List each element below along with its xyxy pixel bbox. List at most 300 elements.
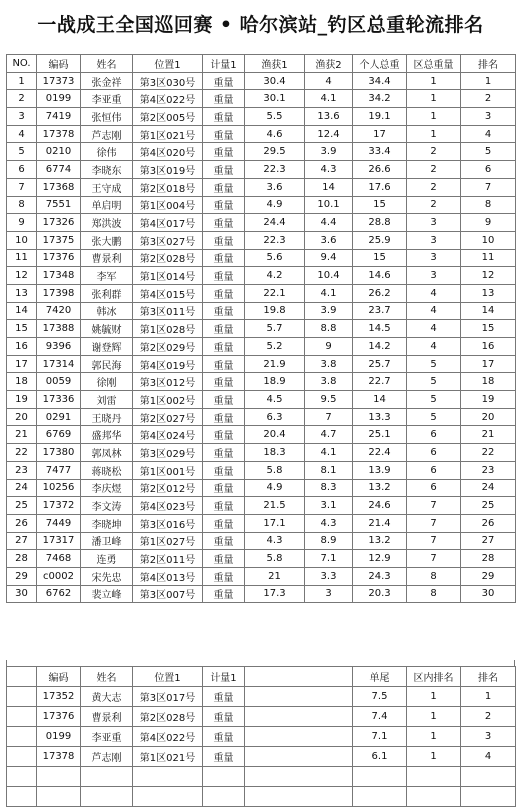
- table-cell: 第2区012号: [133, 479, 203, 497]
- table-row: [7, 567, 516, 585]
- table-row: [7, 687, 516, 707]
- table-cell: 2: [407, 178, 461, 196]
- table-cell: 第4区022号: [133, 727, 203, 747]
- column-header: 编码: [37, 667, 81, 687]
- table-cell: 重量: [203, 355, 245, 373]
- column-header: 排名: [461, 667, 516, 687]
- table-cell: 17388: [37, 320, 81, 338]
- table-cell: 14.6: [353, 267, 407, 285]
- table-cell: 17368: [37, 178, 81, 196]
- table-cell: 22.3: [245, 161, 305, 179]
- table-cell: 1: [407, 72, 461, 90]
- table-cell: 3: [461, 108, 516, 126]
- table-cell: 17348: [37, 267, 81, 285]
- table-cell: 30: [7, 585, 37, 603]
- table-cell: 张金祥: [81, 72, 133, 90]
- table-cell: 第2区029号: [133, 338, 203, 356]
- table-cell: 潘卫峰: [81, 532, 133, 550]
- table-cell: 芦志刚: [81, 125, 133, 143]
- table-cell: 曹景利: [81, 707, 133, 727]
- table-cell: 4.9: [245, 196, 305, 214]
- table-cell: 17376: [37, 249, 81, 267]
- table-cell: 7.1: [353, 727, 407, 747]
- table-cell: 重量: [203, 747, 245, 767]
- table-cell: 重量: [203, 391, 245, 409]
- main-ranking-table: [6, 54, 516, 603]
- table-cell: 1: [407, 90, 461, 108]
- table-cell: 20: [7, 408, 37, 426]
- table-cell: 7: [461, 178, 516, 196]
- table-cell: 12: [461, 267, 516, 285]
- table-cell: 3: [407, 231, 461, 249]
- table-cell: 8.8: [305, 320, 353, 338]
- table-cell: 4: [7, 125, 37, 143]
- table-cell: 6: [407, 426, 461, 444]
- table-cell: 宋先忠: [81, 567, 133, 585]
- sub-table-header-row: [7, 667, 516, 687]
- table-cell: 34.2: [353, 90, 407, 108]
- table-cell: 第3区029号: [133, 444, 203, 462]
- table-cell: 重量: [203, 72, 245, 90]
- table-cell: 17.1: [245, 514, 305, 532]
- table-cell: 25.1: [353, 426, 407, 444]
- table-row: [7, 284, 516, 302]
- table-cell: 18.9: [245, 373, 305, 391]
- table-cell: 重量: [203, 373, 245, 391]
- column-header: 姓名: [81, 55, 133, 73]
- table-cell: 29.5: [245, 143, 305, 161]
- table-cell: 蒋晓松: [81, 461, 133, 479]
- table-cell: 22.3: [245, 231, 305, 249]
- table-cell: 3.8: [305, 373, 353, 391]
- table-cell: 17336: [37, 391, 81, 409]
- table-cell: 9.5: [305, 391, 353, 409]
- table-cell: 9.4: [305, 249, 353, 267]
- table-cell: [203, 767, 245, 787]
- table-cell: 6: [7, 161, 37, 179]
- table-row: [7, 214, 516, 232]
- column-header: 位置1: [133, 667, 203, 687]
- table-cell: 17378: [37, 747, 81, 767]
- table-cell: 重量: [203, 108, 245, 126]
- table-cell: 3.1: [305, 497, 353, 515]
- table-cell: 17314: [37, 355, 81, 373]
- column-header: 位置1: [133, 55, 203, 73]
- table-cell: 重量: [203, 687, 245, 707]
- table-cell: 21.9: [245, 355, 305, 373]
- table-cell: 3.9: [305, 302, 353, 320]
- table-cell: 重量: [203, 90, 245, 108]
- table-cell: 1: [7, 72, 37, 90]
- table-cell: 0291: [37, 408, 81, 426]
- table-cell: 17352: [37, 687, 81, 707]
- table-cell: 17378: [37, 125, 81, 143]
- table-cell: 李晓坤: [81, 514, 133, 532]
- table-cell: 黄大志: [81, 687, 133, 707]
- table-cell: 5.2: [245, 338, 305, 356]
- table-cell: 5.6: [245, 249, 305, 267]
- table-cell: 2: [407, 196, 461, 214]
- table-cell: 15: [7, 320, 37, 338]
- empty-cell: [245, 727, 353, 747]
- table-cell: 第4区022号: [133, 90, 203, 108]
- table-cell: 7.5: [353, 687, 407, 707]
- table-cell: 1: [407, 687, 461, 707]
- empty-cell: [7, 707, 37, 727]
- table-cell: 28: [7, 550, 37, 568]
- table-cell: 17.3: [245, 585, 305, 603]
- column-header: 排名: [461, 55, 516, 73]
- table-cell: 3: [7, 108, 37, 126]
- empty-cell: [245, 687, 353, 707]
- table-cell: 重量: [203, 444, 245, 462]
- table-cell: 17: [461, 355, 516, 373]
- table-cell: 第3区012号: [133, 373, 203, 391]
- table-cell: 29: [461, 567, 516, 585]
- table-cell: 第1区001号: [133, 461, 203, 479]
- table-cell: 重量: [203, 532, 245, 550]
- table-cell: 15: [353, 196, 407, 214]
- table-cell: 重量: [203, 338, 245, 356]
- table-cell: 李亚重: [81, 727, 133, 747]
- table-cell: 13.9: [353, 461, 407, 479]
- table-cell: 4: [407, 284, 461, 302]
- table-cell: 重量: [203, 267, 245, 285]
- table-header-row: [7, 55, 516, 73]
- table-row: [7, 767, 516, 787]
- table-cell: 10: [461, 231, 516, 249]
- table-cell: 3: [407, 249, 461, 267]
- table-cell: 17326: [37, 214, 81, 232]
- table-cell: 5: [407, 355, 461, 373]
- table-row: [7, 408, 516, 426]
- table-cell: 23: [461, 461, 516, 479]
- table-cell: 7: [305, 408, 353, 426]
- table-row: [7, 391, 516, 409]
- table-cell: 22: [7, 444, 37, 462]
- table-cell: 第2区028号: [133, 249, 203, 267]
- table-cell: 22: [461, 444, 516, 462]
- table-cell: 李晓东: [81, 161, 133, 179]
- table-cell: 第3区016号: [133, 514, 203, 532]
- table-cell: 7.4: [353, 707, 407, 727]
- table-cell: 6: [461, 161, 516, 179]
- table-cell: 28.8: [353, 214, 407, 232]
- table-cell: 19.8: [245, 302, 305, 320]
- table-cell: 第3区007号: [133, 585, 203, 603]
- table-cell: 郭民海: [81, 355, 133, 373]
- table-cell: 重量: [203, 161, 245, 179]
- table-cell: 重量: [203, 178, 245, 196]
- column-header: 区内排名: [407, 667, 461, 687]
- table-cell: 7551: [37, 196, 81, 214]
- table-cell: 5: [407, 391, 461, 409]
- single-fish-ranking-table: [6, 666, 516, 807]
- table-row: [7, 108, 516, 126]
- empty-cell: [7, 767, 37, 787]
- table-cell: 3.3: [305, 567, 353, 585]
- table-cell: 盛邦华: [81, 426, 133, 444]
- table-cell: 10.1: [305, 196, 353, 214]
- table-cell: 24.3: [353, 567, 407, 585]
- table-cell: 5.7: [245, 320, 305, 338]
- table-cell: 第1区027号: [133, 532, 203, 550]
- table-cell: 18: [461, 373, 516, 391]
- table-cell: 18: [7, 373, 37, 391]
- table-cell: 0199: [37, 727, 81, 747]
- table-row: [7, 178, 516, 196]
- column-header: 编码: [37, 55, 81, 73]
- table-cell: 韩冰: [81, 302, 133, 320]
- table-cell: 4.3: [305, 514, 353, 532]
- table-cell: 2: [7, 90, 37, 108]
- table-row: [7, 497, 516, 515]
- table-cell: 重量: [203, 320, 245, 338]
- table-cell: 3: [407, 267, 461, 285]
- table-cell: 24.4: [245, 214, 305, 232]
- table-cell: 8.9: [305, 532, 353, 550]
- table-row: [7, 514, 516, 532]
- table-row: [7, 90, 516, 108]
- table-cell: 24: [7, 479, 37, 497]
- column-header: 区总重量: [407, 55, 461, 73]
- table-cell: 13.2: [353, 532, 407, 550]
- table-cell: 26.2: [353, 284, 407, 302]
- table-row: [7, 373, 516, 391]
- table-cell: 5: [407, 408, 461, 426]
- table-cell: 重量: [203, 284, 245, 302]
- table-cell: 26: [7, 514, 37, 532]
- column-header: 姓名: [81, 667, 133, 687]
- table-cell: 14: [305, 178, 353, 196]
- table-cell: 4.7: [305, 426, 353, 444]
- table-cell: 13.2: [353, 479, 407, 497]
- table-row: [7, 72, 516, 90]
- table-cell: 10: [7, 231, 37, 249]
- table-cell: 9: [461, 214, 516, 232]
- table-cell: 6: [407, 479, 461, 497]
- empty-cell: [245, 667, 353, 687]
- table-cell: 7477: [37, 461, 81, 479]
- table-cell: 8: [461, 196, 516, 214]
- table-cell: 23: [7, 461, 37, 479]
- table-row: [7, 727, 516, 747]
- table-cell: 30: [461, 585, 516, 603]
- table-cell: 裴立峰: [81, 585, 133, 603]
- table-cell: 张恒伟: [81, 108, 133, 126]
- table-cell: 7: [407, 514, 461, 532]
- table-row: [7, 444, 516, 462]
- table-cell: 4.5: [245, 391, 305, 409]
- table-cell: 8.3: [305, 479, 353, 497]
- table-cell: 25.9: [353, 231, 407, 249]
- table-cell: 第1区021号: [133, 747, 203, 767]
- table-cell: 重量: [203, 214, 245, 232]
- table-cell: 14.2: [353, 338, 407, 356]
- table-cell: 第3区017号: [133, 687, 203, 707]
- table-cell: 4.1: [305, 284, 353, 302]
- table-cell: 3: [407, 214, 461, 232]
- table-cell: 33.4: [353, 143, 407, 161]
- table-cell: 第4区020号: [133, 143, 203, 161]
- table-cell: 第4区024号: [133, 426, 203, 444]
- table-cell: 2: [407, 161, 461, 179]
- table-cell: 重量: [203, 567, 245, 585]
- table-cell: 重量: [203, 707, 245, 727]
- empty-cell: [245, 707, 353, 727]
- table-row: [7, 231, 516, 249]
- table-cell: 30.1: [245, 90, 305, 108]
- table-cell: 姚毓财: [81, 320, 133, 338]
- table-cell: 27: [461, 532, 516, 550]
- table-cell: 第2区005号: [133, 108, 203, 126]
- table-cell: 0059: [37, 373, 81, 391]
- table-cell: 第4区023号: [133, 497, 203, 515]
- table-cell: 17376: [37, 707, 81, 727]
- table-cell: 第1区004号: [133, 196, 203, 214]
- table-cell: 22.4: [353, 444, 407, 462]
- table-cell: 12: [7, 267, 37, 285]
- table-cell: 13: [7, 284, 37, 302]
- table-cell: 第4区013号: [133, 567, 203, 585]
- table-row: [7, 302, 516, 320]
- table-cell: 7.1: [305, 550, 353, 568]
- table-cell: 7420: [37, 302, 81, 320]
- empty-cell: [7, 667, 37, 687]
- table-cell: 17398: [37, 284, 81, 302]
- table-cell: 第1区028号: [133, 320, 203, 338]
- table-cell: 单启明: [81, 196, 133, 214]
- table-cell: [407, 767, 461, 787]
- table-cell: [37, 767, 81, 787]
- table-cell: 第2区011号: [133, 550, 203, 568]
- page-title: 一战成王全国巡回赛 • 哈尔滨站_钓区总重轮流排名: [37, 14, 484, 36]
- table-cell: 第3区030号: [133, 72, 203, 90]
- table-cell: 11: [7, 249, 37, 267]
- table-row: [7, 196, 516, 214]
- table-cell: 2: [407, 143, 461, 161]
- table-cell: 5: [407, 373, 461, 391]
- table-cell: 7419: [37, 108, 81, 126]
- table-cell: 19.1: [353, 108, 407, 126]
- table-cell: 20.3: [353, 585, 407, 603]
- table-cell: 12.9: [353, 550, 407, 568]
- table-cell: 重量: [203, 143, 245, 161]
- empty-cell: [7, 687, 37, 707]
- table-cell: [407, 787, 461, 807]
- table-cell: 1: [407, 727, 461, 747]
- table-row: [7, 585, 516, 603]
- table-cell: 34.4: [353, 72, 407, 90]
- table-cell: 谢登辉: [81, 338, 133, 356]
- table-cell: 3.9: [305, 143, 353, 161]
- table-cell: 10.4: [305, 267, 353, 285]
- table-cell: 8: [407, 585, 461, 603]
- table-cell: 25: [461, 497, 516, 515]
- table-cell: 重量: [203, 550, 245, 568]
- table-cell: 11: [461, 249, 516, 267]
- table-cell: [37, 787, 81, 807]
- table-cell: 4.1: [305, 444, 353, 462]
- table-cell: [461, 767, 516, 787]
- table-row: [7, 143, 516, 161]
- table-cell: [461, 787, 516, 807]
- table-cell: 李文涛: [81, 497, 133, 515]
- table-cell: 郑洪波: [81, 214, 133, 232]
- table-cell: 16: [461, 338, 516, 356]
- table-cell: 第1区014号: [133, 267, 203, 285]
- table-cell: 重量: [203, 727, 245, 747]
- table-cell: 21: [461, 426, 516, 444]
- table-row: [7, 338, 516, 356]
- table-cell: 6769: [37, 426, 81, 444]
- table-cell: 7: [407, 550, 461, 568]
- table-cell: 重量: [203, 408, 245, 426]
- table-cell: 14: [353, 391, 407, 409]
- table-cell: 17380: [37, 444, 81, 462]
- table-cell: 17: [353, 125, 407, 143]
- table-cell: 21: [7, 426, 37, 444]
- table-cell: 张大鹏: [81, 231, 133, 249]
- table-cell: 曹景利: [81, 249, 133, 267]
- table-cell: 9396: [37, 338, 81, 356]
- table-row: [7, 125, 516, 143]
- table-cell: 23.7: [353, 302, 407, 320]
- table-cell: 6: [407, 461, 461, 479]
- table-cell: 第4区015号: [133, 284, 203, 302]
- column-header: 渔获2: [305, 55, 353, 73]
- table-cell: 3.6: [305, 231, 353, 249]
- table-cell: 重量: [203, 426, 245, 444]
- table-cell: 21.5: [245, 497, 305, 515]
- table-cell: 7449: [37, 514, 81, 532]
- table-cell: 4.3: [245, 532, 305, 550]
- table-cell: 重量: [203, 514, 245, 532]
- table-cell: 第4区019号: [133, 355, 203, 373]
- table-row: [7, 161, 516, 179]
- table-cell: 4.1: [305, 90, 353, 108]
- table-cell: 刘雷: [81, 391, 133, 409]
- table-cell: 4.6: [245, 125, 305, 143]
- table-cell: 1: [461, 687, 516, 707]
- table-cell: 4.9: [245, 479, 305, 497]
- table-cell: 李亚重: [81, 90, 133, 108]
- table-cell: 重量: [203, 196, 245, 214]
- table-cell: 12.4: [305, 125, 353, 143]
- table-cell: 21: [245, 567, 305, 585]
- table-cell: 第2区018号: [133, 178, 203, 196]
- table-cell: 25.7: [353, 355, 407, 373]
- table-cell: 2: [461, 707, 516, 727]
- table-row: [7, 267, 516, 285]
- table-cell: 14: [461, 302, 516, 320]
- table-cell: 第2区027号: [133, 408, 203, 426]
- table-cell: [133, 767, 203, 787]
- table-row: [7, 707, 516, 727]
- column-header: 个人总重: [353, 55, 407, 73]
- table-cell: 7: [407, 497, 461, 515]
- table-row: [7, 532, 516, 550]
- table-cell: 13.6: [305, 108, 353, 126]
- table-cell: [353, 787, 407, 807]
- table-cell: 22.1: [245, 284, 305, 302]
- table-cell: 22.7: [353, 373, 407, 391]
- column-header: NO.: [7, 55, 37, 73]
- table-cell: 18.3: [245, 444, 305, 462]
- table-cell: 重量: [203, 125, 245, 143]
- table-cell: c0002: [37, 567, 81, 585]
- table-cell: 第3区011号: [133, 302, 203, 320]
